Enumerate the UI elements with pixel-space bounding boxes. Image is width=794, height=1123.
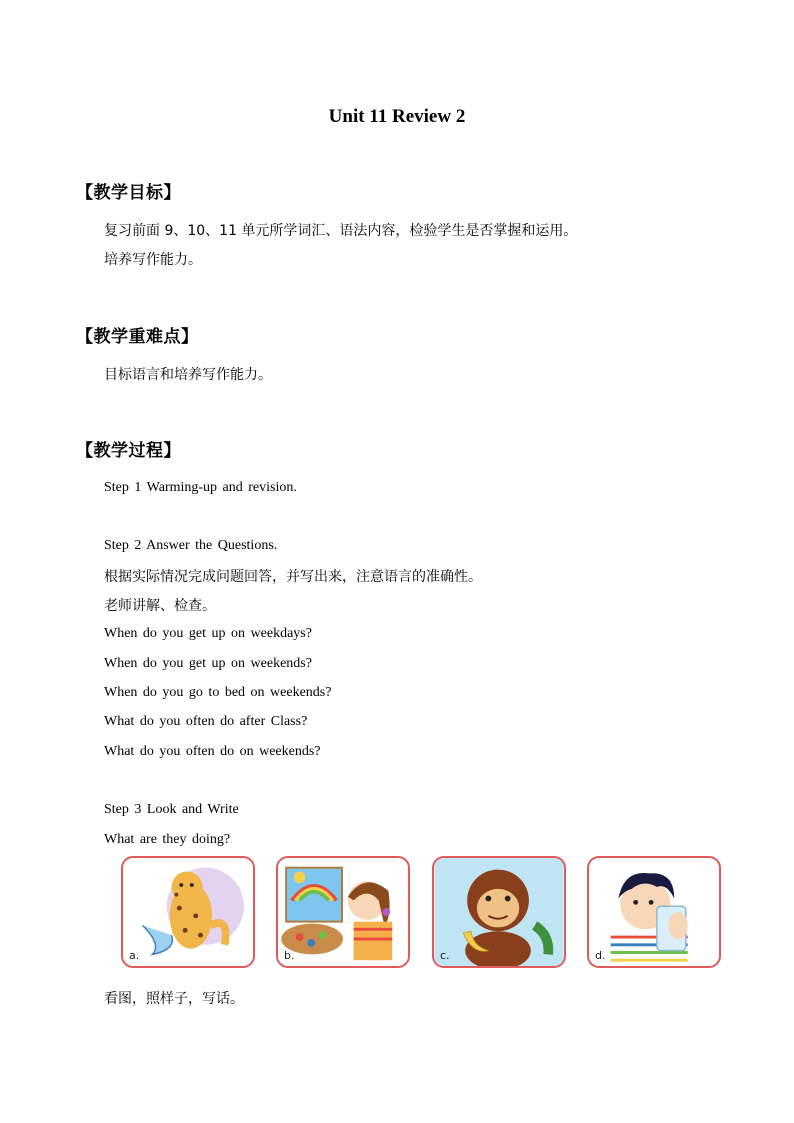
picture-d-label: d. (595, 949, 606, 962)
picture-a (121, 856, 255, 968)
key-points-line-1: 目标语言和培养写作能力。 (104, 367, 272, 383)
leopard-washing-icon (123, 858, 253, 966)
girl-painting-icon (278, 858, 408, 966)
step-3-instruction: 看图，照样子，写话。 (104, 991, 244, 1007)
question-4: What do you often do after Class? (104, 714, 308, 729)
picture-d (587, 856, 721, 968)
step-2-note-2: 老师讲解、检查。 (104, 598, 216, 614)
objectives-line-2: 培养写作能力。 (104, 252, 202, 268)
step-2: Step 2 Answer the Questions. (104, 538, 278, 553)
step-3-question: What are they doing? (104, 832, 231, 847)
objectives-line-1: 复习前面 9、10、11 单元所学词汇、语法内容，检验学生是否掌握和运用。 (104, 223, 578, 239)
picture-b-label: b. (284, 949, 295, 962)
question-5: What do you often do on weekends? (104, 744, 321, 759)
picture-b (276, 856, 410, 968)
picture-c (432, 856, 566, 968)
question-1: When do you get up on weekdays? (104, 626, 312, 641)
step-2-note-1: 根据实际情况完成问题回答，并写出来，注意语言的准确性。 (104, 569, 482, 585)
question-3: When do you go to bed on weekends? (104, 685, 332, 700)
monkey-eating-banana-icon (434, 858, 564, 966)
step-1: Step 1 Warming-up and revision. (104, 480, 297, 495)
objectives-heading: 【教学目标】 (76, 183, 181, 203)
picture-a-label: a. (129, 949, 140, 962)
key-points-heading: 【教学重难点】 (76, 327, 199, 347)
picture-c-label: c. (440, 949, 450, 962)
page-title: Unit 11 Review 2 (328, 106, 466, 127)
boy-drinking-icon (589, 858, 719, 966)
process-heading: 【教学过程】 (76, 441, 181, 461)
step-3: Step 3 Look and Write (104, 802, 239, 817)
question-2: When do you get up on weekends? (104, 656, 312, 671)
